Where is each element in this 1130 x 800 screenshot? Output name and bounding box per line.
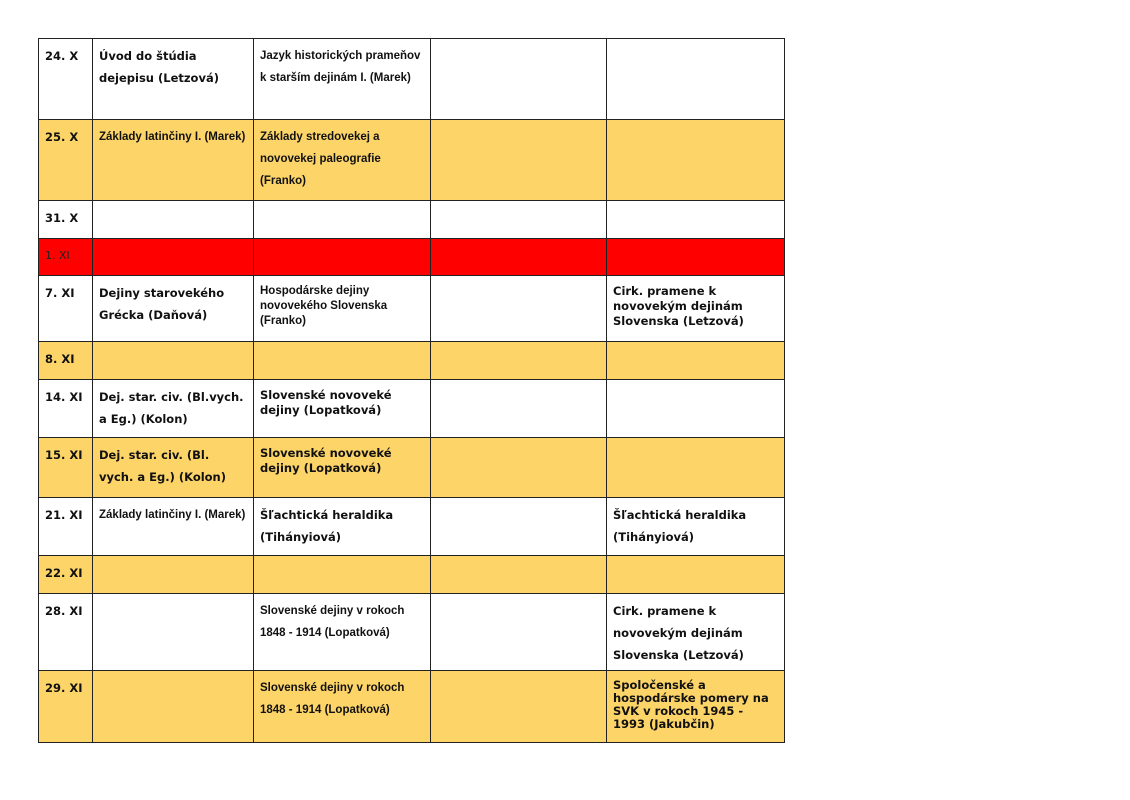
course-cell — [431, 498, 607, 556]
table-row — [39, 556, 785, 594]
course-cell: Slovenské novoveké dejiny (Lopatková) — [254, 438, 431, 498]
course-cell: Dejiny starovekého Grécka (Daňová) — [93, 276, 254, 342]
table-row — [39, 594, 785, 671]
course-cell: Slovenské novoveké dejiny (Lopatková) — [254, 380, 431, 438]
course-cell: Šľachtická heraldika (Tihányiová) — [607, 498, 785, 556]
date-cell: 29. XI — [39, 671, 93, 743]
date-cell: 31. X — [39, 201, 93, 239]
date-cell: 14. XI — [39, 380, 93, 438]
table-row — [39, 39, 785, 120]
table-row — [39, 276, 785, 342]
course-cell — [93, 556, 254, 594]
date-cell: 1. XI — [39, 239, 93, 276]
course-cell: Spoločenské a hospodárske pomery na SVK v rokoch 1945 - 1993 (Jakubčin) — [607, 671, 785, 743]
course-cell — [431, 556, 607, 594]
course-cell: Základy latinčiny I. (Marek) — [93, 498, 254, 556]
course-cell — [431, 671, 607, 743]
course-cell — [431, 239, 607, 276]
course-cell — [93, 239, 254, 276]
course-cell — [431, 201, 607, 239]
course-cell: Cirk. pramene k novovekým dejinám Slovenska (Letzová) — [607, 276, 785, 342]
table-row — [39, 342, 785, 380]
date-cell: 21. XI — [39, 498, 93, 556]
table-row — [39, 239, 785, 276]
course-cell — [431, 342, 607, 380]
course-cell: Slovenské dejiny v rokoch 1848 - 1914 (Lopatková) — [254, 671, 431, 743]
date-cell: 7. XI — [39, 276, 93, 342]
course-cell: Základy latinčiny I. (Marek) — [93, 120, 254, 201]
course-cell — [607, 201, 785, 239]
course-cell — [93, 342, 254, 380]
course-cell — [254, 342, 431, 380]
course-cell: Úvod do štúdia dejepisu (Letzová) — [93, 39, 254, 120]
course-cell — [607, 39, 785, 120]
table-row — [39, 438, 785, 498]
course-cell — [607, 342, 785, 380]
table-row — [39, 120, 785, 201]
course-cell — [254, 556, 431, 594]
course-cell — [607, 556, 785, 594]
course-cell — [254, 201, 431, 239]
course-cell — [431, 120, 607, 201]
course-cell — [607, 438, 785, 498]
course-cell: Šľachtická heraldika (Tihányiová) — [254, 498, 431, 556]
schedule-table — [38, 38, 785, 743]
course-cell — [93, 594, 254, 671]
course-cell: Dej. star. civ. (Bl.vych. a Eg.) (Kolon) — [93, 380, 254, 438]
course-cell — [93, 201, 254, 239]
date-cell: 28. XI — [39, 594, 93, 671]
course-cell — [607, 380, 785, 438]
date-cell: 24. X — [39, 39, 93, 120]
table-row — [39, 498, 785, 556]
course-cell — [607, 120, 785, 201]
course-cell: Cirk. pramene k novovekým dejinám Slovenska (Letzová) — [607, 594, 785, 671]
course-cell: Dej. star. civ. (Bl. vych. a Eg.) (Kolon) — [93, 438, 254, 498]
date-cell: 8. XI — [39, 342, 93, 380]
table-row — [39, 201, 785, 239]
course-cell: Hospodárske dejiny novovekého Slovenska (Franko) — [254, 276, 431, 342]
table-row — [39, 671, 785, 743]
course-cell — [431, 380, 607, 438]
course-cell — [607, 239, 785, 276]
course-cell: Základy stredovekej a novovekej paleografie (Franko) — [254, 120, 431, 201]
course-cell: Slovenské dejiny v rokoch 1848 - 1914 (Lopatková) — [254, 594, 431, 671]
course-cell — [93, 671, 254, 743]
date-cell: 25. X — [39, 120, 93, 201]
course-cell — [431, 39, 607, 120]
table-row — [39, 380, 785, 438]
course-cell — [254, 239, 431, 276]
course-cell — [431, 276, 607, 342]
date-cell: 22. XI — [39, 556, 93, 594]
date-cell: 15. XI — [39, 438, 93, 498]
course-cell: Jazyk historických prameňov k starším dejinám I. (Marek) — [254, 39, 431, 120]
course-cell — [431, 594, 607, 671]
course-cell — [431, 438, 607, 498]
